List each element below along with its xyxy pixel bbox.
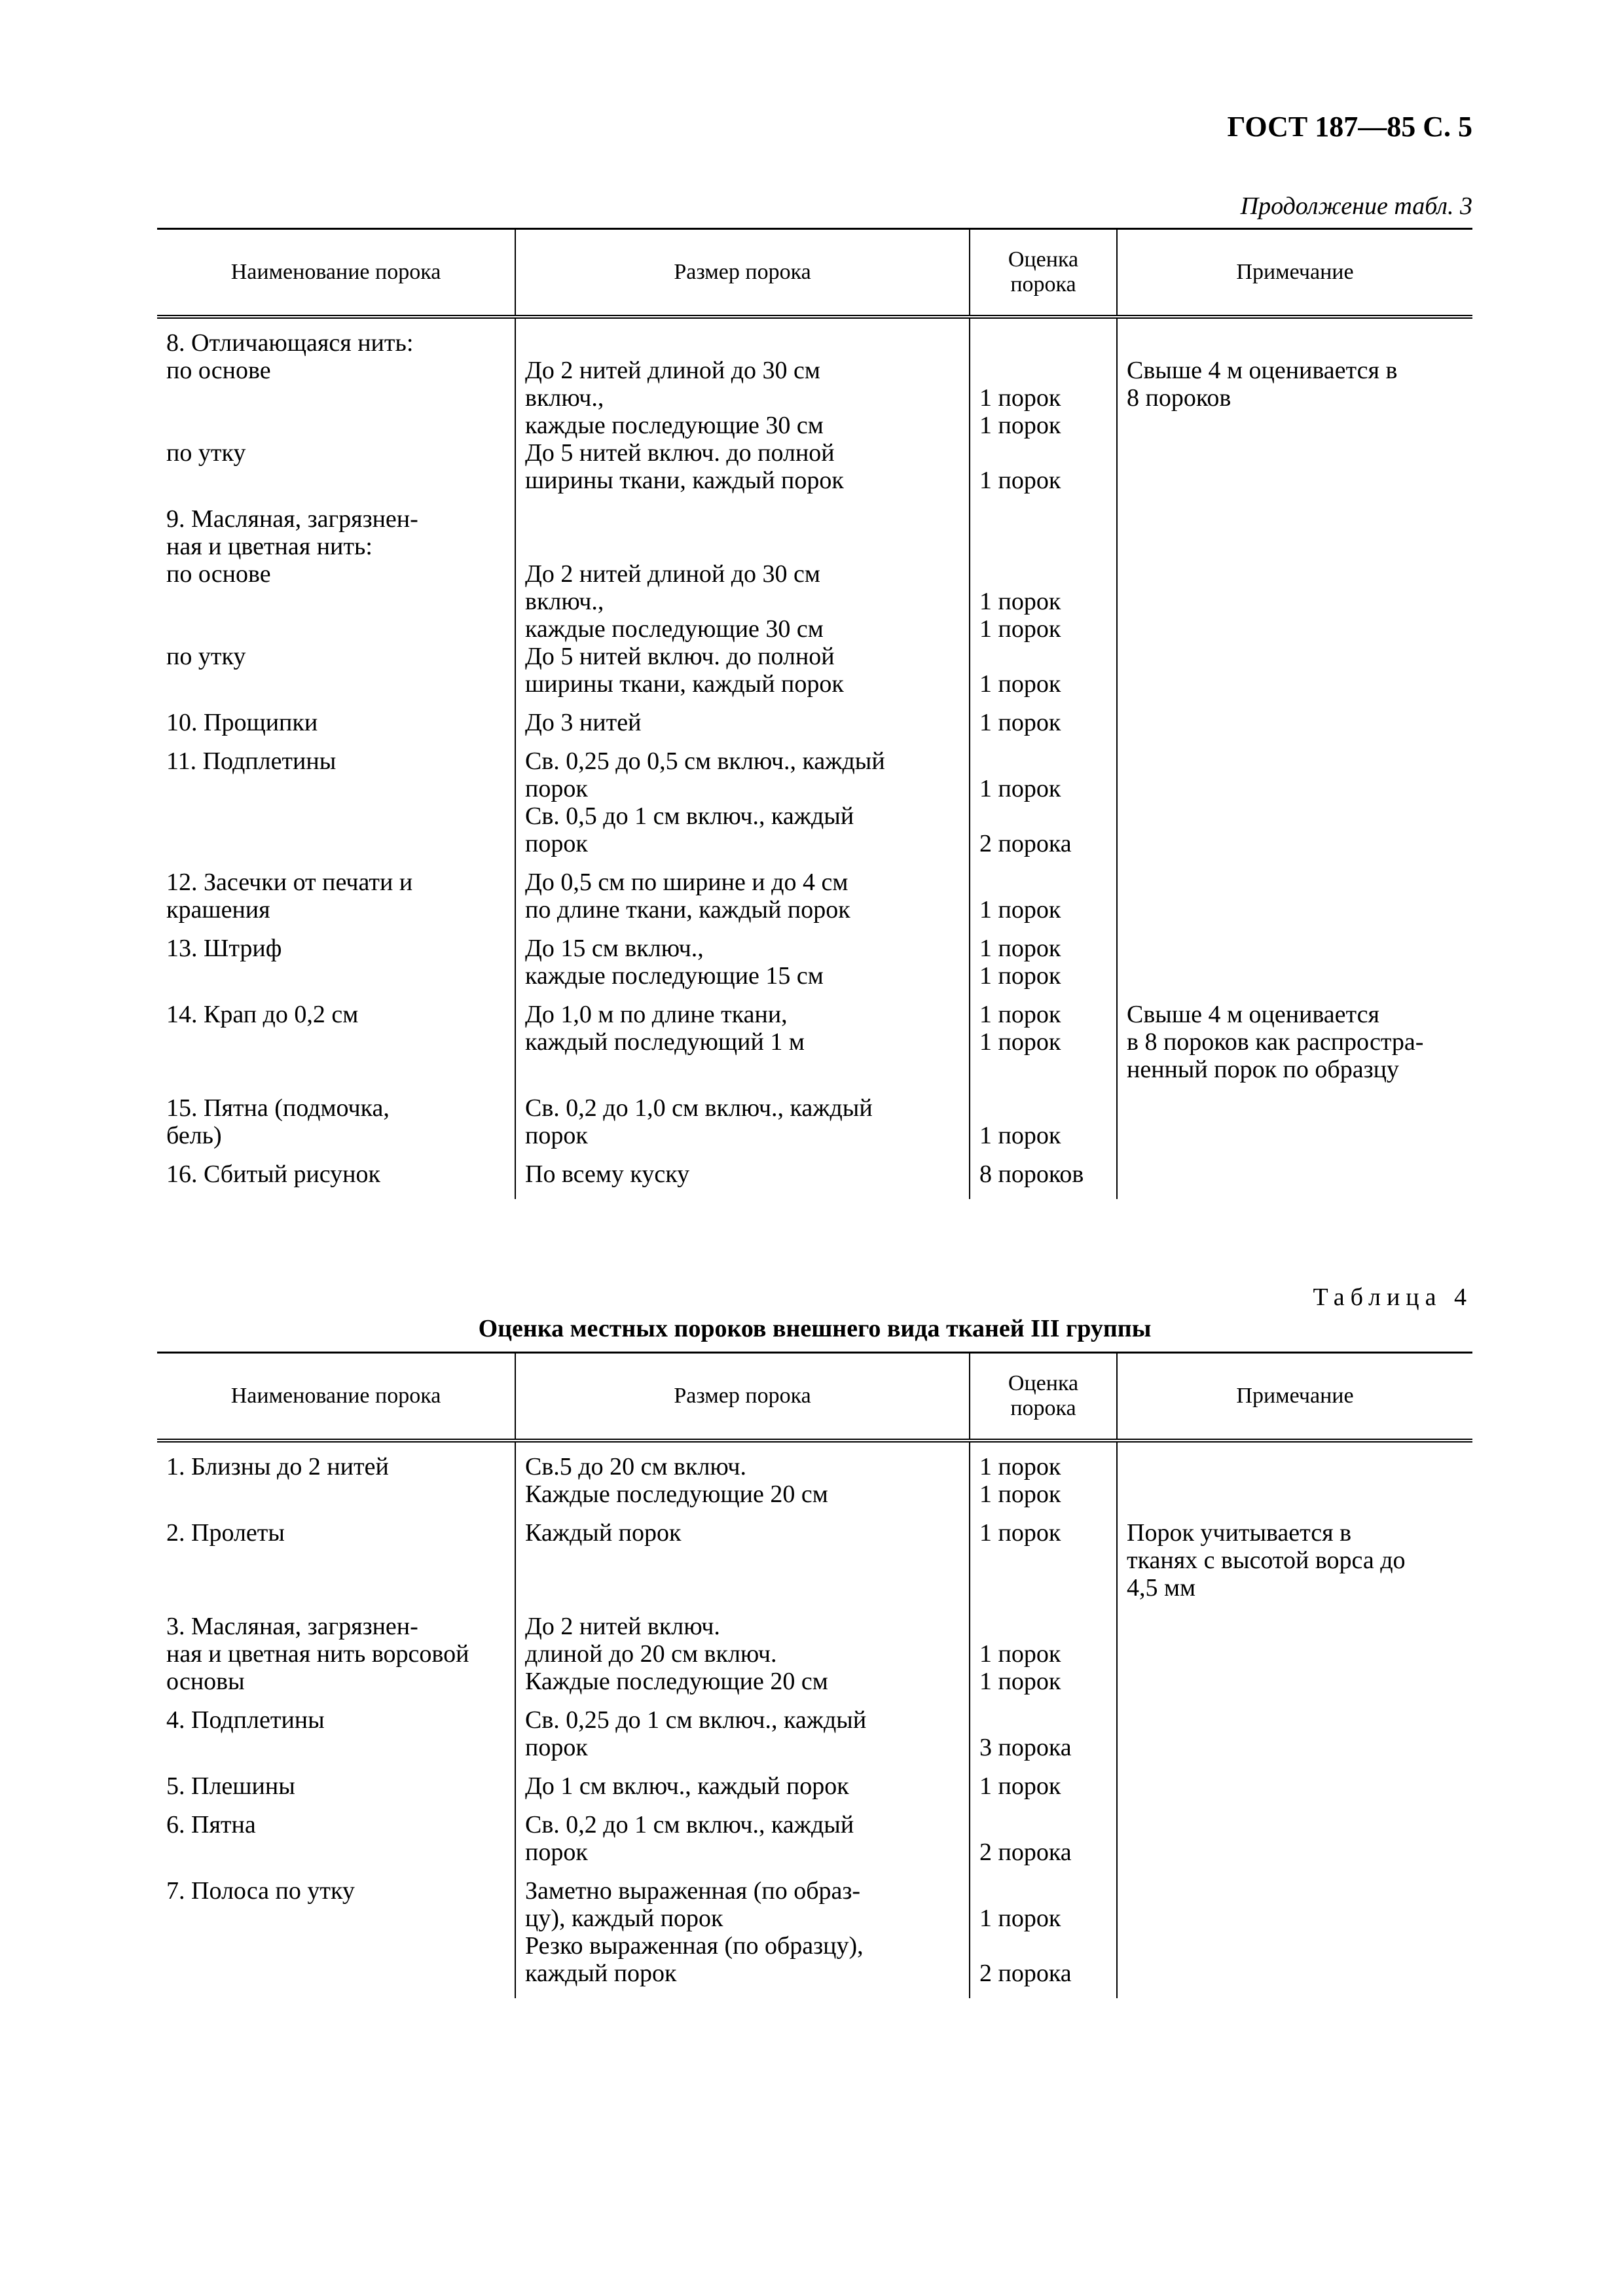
defect-size-cell: До 3 нитей (515, 709, 970, 747)
defect-size-cell: Заметно выраженная (по образ- цу), каждый порок Резко выраженная (по образцу), каждый порок (515, 1877, 970, 1998)
table-4 (157, 1352, 1472, 1998)
defect-size-cell: До 2 нитей включ. длиной до 20 см включ. Каждые последующие 20 см (515, 1613, 970, 1706)
defect-score-cell: 1 порок 1 порок 1 порок (970, 505, 1117, 709)
defect-name-cell: 11. Подплетины (166, 747, 337, 775)
table-4-title: Оценка местных пороков внешнего вида тканей III группы (478, 1315, 1152, 1342)
defect-note-cell (1117, 1811, 1472, 1877)
column-header-score: Оценка порока (970, 1353, 1117, 1441)
defect-size-cell: Св. 0,25 до 1 см включ., каждый порок (515, 1706, 970, 1772)
table-4-label: Таблица 4 (1313, 1283, 1472, 1311)
table-header-row (157, 229, 1472, 317)
defect-score-cell: 1 порок 1 порок (970, 1613, 1117, 1706)
defect-name-cell: 3. Масляная, загрязнен- ная и цветная нить ворсовой основы (166, 1613, 469, 1695)
column-header-size: Размер порока (515, 1353, 970, 1441)
defect-note-cell (1117, 1094, 1472, 1160)
column-header-note: Примечание (1117, 229, 1472, 317)
table-row (157, 1001, 1472, 1094)
table-3 (157, 228, 1472, 1199)
defect-score-cell: 1 порок 1 порок 1 порок (970, 317, 1117, 505)
defect-size-cell: Св. 0,25 до 0,5 см включ., каждый порок Св. 0,5 до 1 см включ., каждый порок (515, 747, 970, 869)
page-header: ГОСТ 187—85 С. 5 (1227, 111, 1472, 143)
defect-name-cell: 9. Масляная, загрязнен- ная и цветная нить: по основе по утку (166, 505, 418, 670)
defect-score-cell: 1 порок 2 порока (970, 1877, 1117, 1998)
defect-note-cell (1117, 935, 1472, 1001)
defect-note-cell: Свыше 4 м оценивается в 8 пороков (1117, 317, 1472, 505)
defect-score-cell: 1 порок (970, 1519, 1117, 1613)
table-row (157, 1811, 1472, 1877)
defect-size-cell: Св.5 до 20 см включ. Каждые последующие 20 см (515, 1441, 970, 1519)
defect-score-cell: 1 порок 1 порок (970, 1441, 1117, 1519)
defect-score-cell: 1 порок 1 порок (970, 1001, 1117, 1094)
table-3-body (157, 317, 1472, 1199)
table-row (157, 1441, 1472, 1519)
table-row (157, 747, 1472, 869)
defect-note-cell (1117, 505, 1472, 709)
defect-name-cell: 16. Сбитый рисунок (166, 1160, 380, 1188)
defect-size-cell: До 1,0 м по длине ткани, каждый последующий 1 м (515, 1001, 970, 1094)
table-header-row (157, 1353, 1472, 1441)
defect-size-cell: По всему куску (515, 1160, 970, 1199)
defect-score-cell: 1 порок (970, 1772, 1117, 1811)
defect-score-cell: 1 порок (970, 709, 1117, 747)
defect-name-cell: 12. Засечки от печати и крашения (166, 869, 413, 924)
defect-name-cell: 13. Штриф (166, 935, 282, 962)
defect-score-cell: 2 порока (970, 1811, 1117, 1877)
defect-note-cell (1117, 709, 1472, 747)
defect-score-cell: 1 порок 2 порока (970, 747, 1117, 869)
table-row (157, 1160, 1472, 1199)
defect-note-cell (1117, 1160, 1472, 1199)
table-row (157, 869, 1472, 935)
table-continuation-label: Продолжение табл. 3 (1240, 192, 1472, 220)
defect-size-cell: До 15 см включ., каждые последующие 15 см (515, 935, 970, 1001)
defect-name-cell: 7. Полоса по утку (166, 1877, 355, 1905)
defect-note-cell (1117, 869, 1472, 935)
defect-score-cell: 8 пороков (970, 1160, 1117, 1199)
column-header-name: Наименование порока (157, 229, 515, 317)
column-header-size: Размер порока (515, 229, 970, 317)
defect-name-cell: 8. Отличающаяся нить: по основе по утку (166, 329, 414, 467)
defect-note-cell (1117, 747, 1472, 869)
defect-score-cell: 1 порок (970, 869, 1117, 935)
defect-name-cell: 14. Крап до 0,2 см (166, 1001, 359, 1028)
defect-name-cell: 5. Плешины (166, 1772, 295, 1800)
defect-note-cell (1117, 1706, 1472, 1772)
table-row (157, 1613, 1472, 1706)
column-header-score: Оценка порока (970, 229, 1117, 317)
table-row (157, 1772, 1472, 1811)
defect-name-cell: 1. Близны до 2 нитей (166, 1453, 389, 1480)
table-4-body (157, 1441, 1472, 1998)
defect-name-cell: 10. Прощипки (166, 709, 318, 736)
defect-note-cell: Свыше 4 м оценивается в 8 пороков как распростра- ненный порок по образцу (1117, 1001, 1472, 1094)
defect-note-cell (1117, 1613, 1472, 1706)
defect-note-cell (1117, 1877, 1472, 1998)
defect-score-cell: 3 порока (970, 1706, 1117, 1772)
defect-note-cell: Порок учитывается в тканях с высотой ворса до 4,5 мм (1117, 1519, 1472, 1613)
defect-name-cell: 6. Пятна (166, 1811, 256, 1839)
table-row (157, 1094, 1472, 1160)
defect-size-cell: До 0,5 см по ширине и до 4 см по длине ткани, каждый порок (515, 869, 970, 935)
defect-note-cell (1117, 1772, 1472, 1811)
defect-score-cell: 1 порок (970, 1094, 1117, 1160)
defect-note-cell (1117, 1441, 1472, 1519)
defect-score-cell: 1 порок 1 порок (970, 935, 1117, 1001)
table-row (157, 317, 1472, 505)
column-header-note: Примечание (1117, 1353, 1472, 1441)
defect-size-cell: Св. 0,2 до 1 см включ., каждый порок (515, 1811, 970, 1877)
table-row (157, 709, 1472, 747)
table-row (157, 1877, 1472, 1998)
defect-size-cell: До 2 нитей длиной до 30 см включ., каждые последующие 30 см До 5 нитей включ. до полной ширины ткани, каждый порок (515, 317, 970, 505)
table-row (157, 1519, 1472, 1613)
defect-size-cell: До 1 см включ., каждый порок (515, 1772, 970, 1811)
table-row (157, 935, 1472, 1001)
defect-name-cell: 15. Пятна (подмочка, бель) (166, 1094, 390, 1149)
defect-name-cell: 4. Подплетины (166, 1706, 325, 1734)
column-header-name: Наименование порока (157, 1353, 515, 1441)
defect-size-cell: Каждый порок (515, 1519, 970, 1613)
defect-name-cell: 2. Пролеты (166, 1519, 285, 1547)
table-row (157, 505, 1472, 709)
defect-size-cell: Св. 0,2 до 1,0 см включ., каждый порок (515, 1094, 970, 1160)
table-row (157, 1706, 1472, 1772)
defect-size-cell: До 2 нитей длиной до 30 см включ., каждые последующие 30 см До 5 нитей включ. до полной ширины ткани, каждый порок (515, 505, 970, 709)
